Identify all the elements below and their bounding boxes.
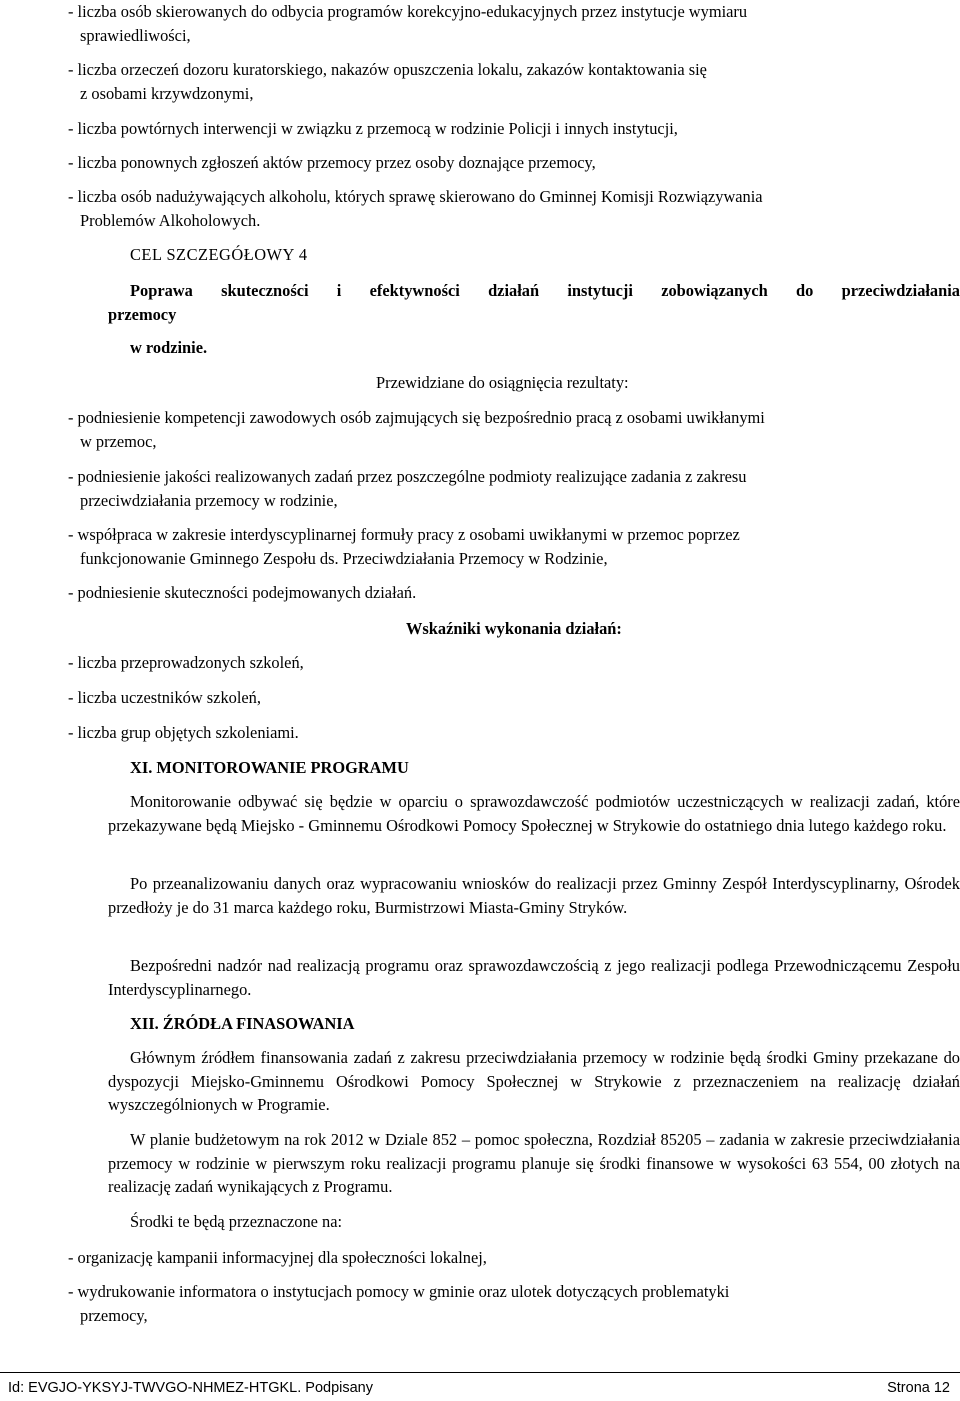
list-item [68, 523, 960, 570]
list-item-line: - organizację kampanii informacyjnej dla społeczności lokalnej, [68, 1248, 487, 1267]
list-item-continuation: z osobami krzywdzonymi, [80, 83, 254, 103]
list-item [68, 581, 960, 605]
list-item-line: - współpraca w zakresie interdyscyplinarnej formuły pracy z osobami uwikłanymi w przemoc poprzez [68, 525, 740, 544]
list-item [68, 1246, 960, 1270]
list-item [68, 185, 960, 232]
list-item-continuation: sprawiedliwości, [80, 25, 191, 45]
list-item [68, 0, 960, 47]
section-title: XI. MONITOROWANIE PROGRAMU [130, 758, 409, 777]
paragraph: Środki te będą przeznaczone na: [130, 1212, 343, 1231]
page-number: Strona 12 [887, 1380, 950, 1396]
list-item: - liczba przeprowadzonych szkoleń, [68, 653, 304, 672]
results-heading: Przewidziane do osiągnięcia rezultaty: [376, 373, 629, 392]
list-item-continuation: przemocy, [80, 1305, 148, 1325]
list-item-continuation: funkcjonowanie Gminnego Zespołu ds. Przeciwdziałania Przemocy w Rodzinie, [80, 548, 608, 568]
paragraph: Po przeanalizowaniu danych oraz wypracowaniu wniosków do realizacji przez Gminny Zespół Interdyscyplinarny, Ośrodek przedłoży je do 31 marca każdego roku, Burmistrzowi Miasta-Gminy Stryków. [108, 874, 960, 917]
list-item [68, 151, 960, 175]
list-item [68, 465, 960, 512]
list-item-line: - wydrukowanie informatora o instytucjach pomocy w gminie oraz ulotek dotyczących problematyki [68, 1282, 730, 1301]
list-item-continuation: przeciwdziałania przemocy w rodzinie, [80, 490, 338, 510]
footer-divider [0, 1372, 960, 1373]
list-item: - liczba grup objętych szkoleniami. [68, 723, 299, 742]
list-item [68, 1280, 960, 1327]
list-item [68, 406, 960, 453]
list-item: - liczba uczestników szkoleń, [68, 688, 261, 707]
list-item [68, 58, 960, 105]
list-item-line: - liczba powtórnych interwencji w związku z przemocą w rodzinie Policji i innych instytucji, [68, 119, 678, 138]
indicators-heading: Wskaźniki wykonania działań: [406, 619, 622, 638]
goal-title: CEL SZCZEGÓŁOWY 4 [130, 245, 308, 264]
list-item-line: - liczba orzeczeń dozoru kuratorskiego, nakazów opuszczenia lokalu, zakazów kontaktowania się [68, 60, 707, 79]
paragraph: W planie budżetowym na rok 2012 w Dziale 852 – pomoc społeczna, Rozdział 85205 – zadania w zakresie przeciwdziałania przemocy w rodzinie w pierwszym roku realizacji programu planuje się środki finansowe w wysokości 63 554, 00 złotych na realizację zadań wynikających z Programu. [108, 1130, 960, 1196]
paragraph: Monitorowanie odbywać się będzie w oparciu o sprawozdawczość podmiotów uczestniczących w realizacji zadań, które przekazywane będą Miejsko - Gminnemu Ośrodkowi Pomocy Społecznej w Strykowie do ostatniego dnia lutego każdego roku. [108, 792, 960, 835]
list-item-line: - podniesienie skuteczności podejmowanych działań. [68, 583, 417, 602]
paragraph: Głównym źródłem finansowania zadań z zakresu przeciwdziałania przemocy w rodzinie będą środki Gminy przekazane do dyspozycji Miejsko-Gminnemu Ośrodkowi Pomocy Społecznej w Strykowie z przeznaczeniem na realizację działań wyszczególnionych w Programie. [108, 1048, 960, 1114]
list-item-line: - podniesienie jakości realizowanych zadań przez poszczególne podmioty realizujące zadania z zakresu [68, 467, 747, 486]
list-item-line: - liczba ponownych zgłoszeń aktów przemocy przez osoby doznające przemocy, [68, 153, 596, 172]
list-item-continuation: w przemoc, [80, 431, 157, 451]
goal-description-line: przemocy [108, 304, 177, 324]
list-item-line: - liczba osób skierowanych do odbycia programów korekcyjno-edukacyjnych przez instytucje wymiaru [68, 2, 748, 21]
goal-description-line: w rodzinie. [130, 338, 208, 357]
document-id: Id: EVGJO-YKSYJ-TWVGO-NHMEZ-HTGKL. Podpisany [8, 1380, 373, 1396]
goal-description [108, 279, 960, 360]
section-title: XII. ŹRÓDŁA FINASOWANIA [130, 1014, 355, 1033]
list-item [68, 117, 960, 141]
list-item-line: - liczba osób nadużywających alkoholu, których sprawę skierowano do Gminnej Komisji Rozwiązywania [68, 187, 763, 206]
list-item-continuation: Problemów Alkoholowych. [80, 210, 261, 230]
paragraph: Bezpośredni nadzór nad realizacją programu oraz sprawozdawczością z jego realizacji podlega Przewodniczącemu Zespołu Interdyscyplinarnego. [108, 956, 960, 999]
goal-description-line: Poprawa skuteczności i efektywności działań instytucji zobowiązanych do przeciwdziałania [130, 281, 960, 300]
list-item-line: - podniesienie kompetencji zawodowych osób zajmujących się bezpośrednio pracą z osobami uwikłanymi [68, 408, 765, 427]
